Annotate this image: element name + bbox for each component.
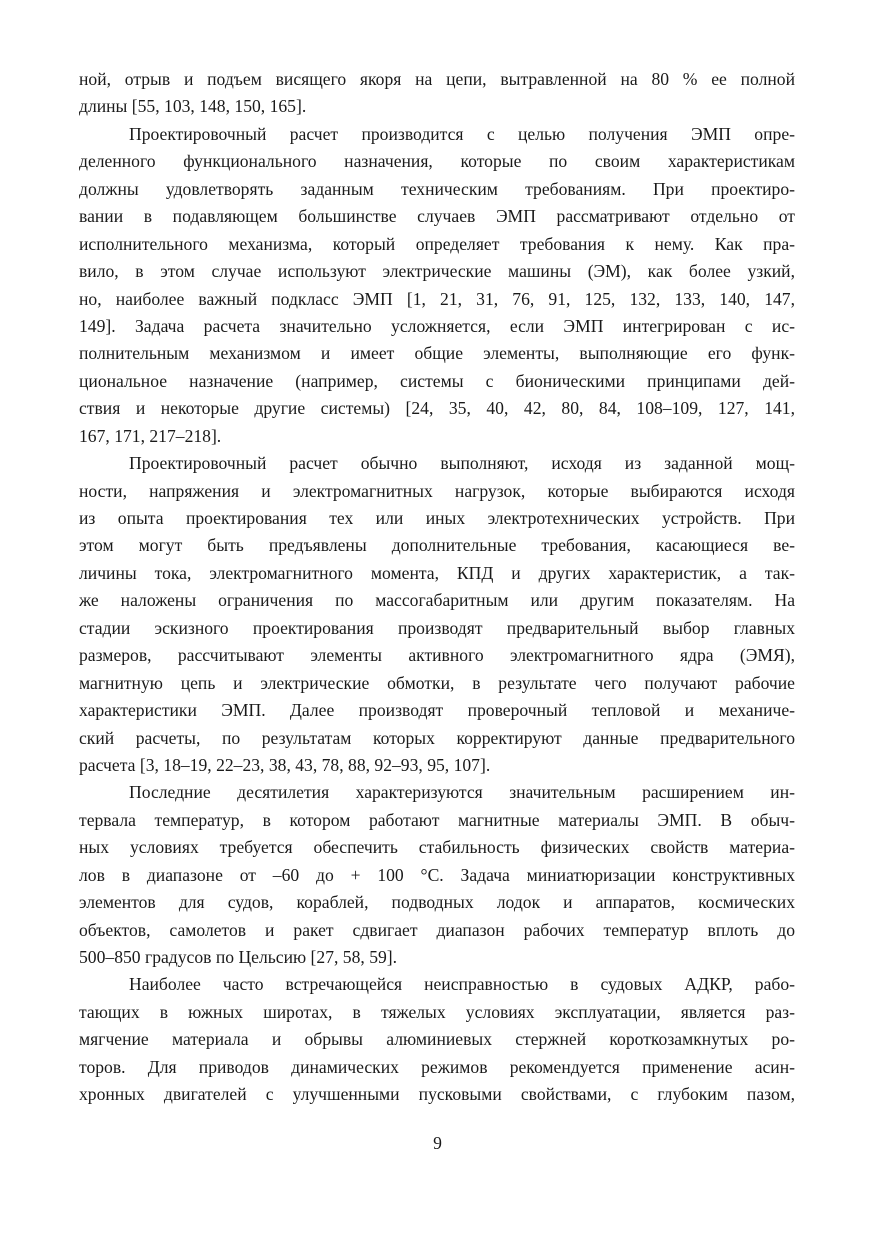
- text-line: ствия и некоторые другие системы) [24, 35, 40, 42, 80, 84, 108–109, 127, 141,: [79, 398, 795, 419]
- text-line: Последние десятилетия характеризуются значительным расширением ин-: [129, 782, 795, 803]
- text-line: но, наиболее важный подкласс ЭМП [1, 21, 31, 76, 91, 125, 132, 133, 140, 147,: [79, 288, 795, 309]
- text-line: размеров, рассчитывают элементы активного электромагнитного ядра (ЭМЯ),: [79, 645, 795, 666]
- paragraph: [79, 121, 795, 450]
- text-line: ных условиях требуется обеспечить стабильность физических свойств материа-: [79, 837, 795, 858]
- text-line: личины тока, электромагнитного момента, КПД и других характеристик, а так-: [79, 562, 795, 583]
- text-line: исполнительного механизма, который определяет требования к нему. Как пра-: [79, 233, 795, 254]
- text-line: торов. Для приводов динамических режимов рекомендуется применение асин-: [79, 1056, 795, 1077]
- paragraph: [79, 971, 795, 1108]
- page-number: 9: [433, 1133, 442, 1153]
- text-line: 167, 171, 217–218].: [79, 425, 222, 446]
- text-line: Проектировочный расчет обычно выполняют, исходя из заданной мощ-: [129, 453, 795, 474]
- text-line: этом могут быть предъявлены дополнительные требования, касающиеся ве-: [79, 535, 795, 556]
- text-line: же наложены ограничения по массогабаритным или другим показателям. На: [79, 590, 795, 611]
- text-line: 500–850 градусов по Цельсию [27, 58, 59].: [79, 947, 398, 967]
- text-line: из опыта проектирования тех или иных электротехнических устройств. При: [79, 508, 795, 528]
- text-line: стадии эскизного проектирования производят предварительный выбор главных: [79, 617, 795, 638]
- page-body: [79, 66, 795, 1109]
- text-line: тервала температур, в котором работают магнитные материалы ЭМП. В обыч-: [79, 809, 795, 830]
- text-line: Проектировочный расчет производится с целью получения ЭМП опре-: [129, 123, 795, 144]
- text-line: ной, отрыв и подъем висящего якоря на цепи, вытравленной на 80 % ее полной: [79, 69, 795, 89]
- text-line: вило, в этом случае используют электрические машины (ЭМ), как более узкий,: [79, 261, 795, 282]
- text-line: тающих в южных широтах, в тяжелых условиях эксплуатации, является раз-: [79, 1001, 795, 1022]
- text-line: магнитную цепь и электрические обмотки, в результате чего получают рабочие: [79, 672, 795, 693]
- paragraph: [79, 779, 795, 971]
- text-line: полнительным механизмом и имеет общие элементы, выполняющие его функ-: [79, 343, 795, 364]
- text-line: 149]. Задача расчета значительно усложняется, если ЭМП интегрирован с ис-: [79, 315, 795, 336]
- text-line: ский расчеты, по результатам которых корректируют данные предварительного: [79, 727, 795, 748]
- paragraph: [79, 66, 795, 121]
- text-line: деленного функционального назначения, которые по своим характеристикам: [79, 151, 795, 172]
- text-line: хронных двигателей с улучшенными пусковыми свойствами, с глубоким пазом,: [79, 1084, 795, 1105]
- text-line: мягчение материала и обрывы алюминиевых стержней короткозамкнутых ро-: [79, 1029, 795, 1050]
- text-line: длины [55, 103, 148, 150, 165].: [79, 96, 307, 117]
- text-line: объектов, самолетов и ракет сдвигает диапазон рабочих температур вплоть до: [79, 919, 795, 940]
- text-line: характеристики ЭМП. Далее производят проверочный тепловой и механиче-: [79, 700, 795, 721]
- text-line: ности, напряжения и электромагнитных нагрузок, которые выбираются исходя: [79, 480, 795, 501]
- text-line: лов в диапазоне от –60 до + 100 °С. Задача миниатюризации конструктивных: [79, 864, 795, 885]
- text-line: циональное назначение (например, системы с бионическими принципами дей-: [79, 370, 795, 391]
- text-line: должны удовлетворять заданным техническим требованиям. При проектиро-: [79, 178, 795, 199]
- text-line: расчета [3, 18–19, 22–23, 38, 43, 78, 88, 92–93, 95, 107].: [79, 754, 491, 775]
- text-line: Наиболее часто встречающейся неисправностью в судовых АДКР, рабо-: [129, 974, 795, 995]
- text-line: элементов для судов, кораблей, подводных лодок и аппаратов, космических: [79, 892, 795, 913]
- text-line: вании в подавляющем большинстве случаев ЭМП рассматривают отдельно от: [79, 206, 795, 227]
- paragraph: [79, 450, 795, 779]
